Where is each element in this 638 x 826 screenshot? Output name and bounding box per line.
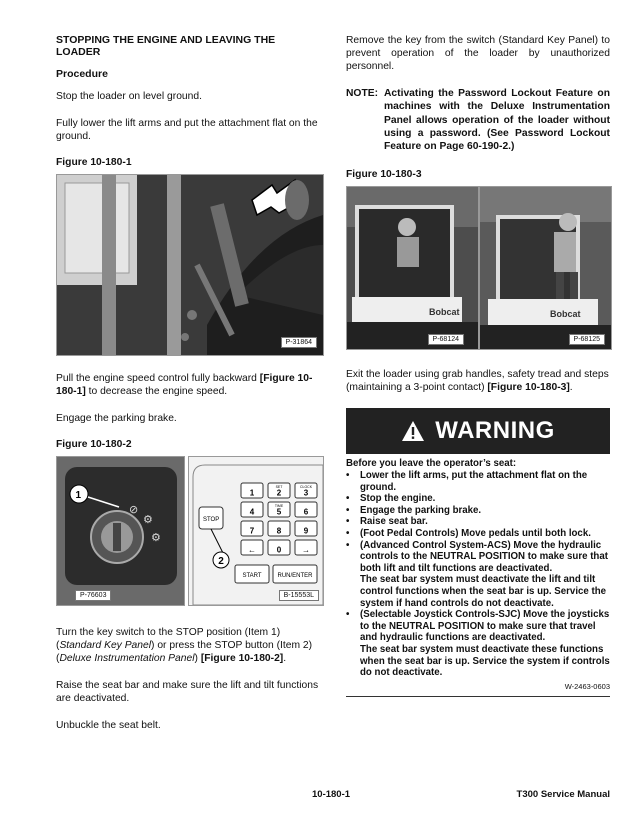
svg-text:⚙: ⚙: [143, 513, 153, 526]
section-heading: STOPPING THE ENGINE AND LEAVING THE LOADER: [56, 34, 276, 58]
step-key-text-3: ) or press the STOP button (Item 2) (: [56, 640, 313, 664]
keypad-key-label: 0: [276, 545, 282, 555]
figure-1-label: Figure 10-180-1: [56, 157, 132, 168]
stop-button-label: STOP: [203, 517, 220, 523]
operator-in-cab-illustration: [347, 187, 478, 349]
svg-text:⊘: ⊘: [129, 503, 139, 516]
note-block: [346, 87, 610, 153]
warning-title: WARNING: [435, 417, 555, 445]
figure-3-code-right: P-68125: [569, 334, 605, 345]
right-column: [346, 34, 610, 697]
keypad-key-label: 3: [303, 488, 309, 498]
figure-3-code-left: P-68124: [428, 334, 464, 345]
keypad-key-label: →: [302, 545, 310, 555]
step-unbuckle: Unbuckle the seat belt.: [56, 720, 161, 731]
warning-item: • Stop the engine.: [346, 493, 610, 505]
warning-banner: [346, 408, 610, 454]
exit-photo-right: [479, 186, 612, 350]
run-enter-button-label: RUN/ENTER: [277, 573, 313, 579]
keypad-key-label: 6: [303, 507, 309, 517]
figure-2-code-left: P-76603: [75, 590, 111, 601]
step-lower-arms: Fully lower the lift arms and put the attachment flat on the ground.: [56, 118, 318, 142]
keypad-illustration: [189, 457, 323, 605]
svg-text:Bobcat: Bobcat: [429, 307, 460, 318]
step-key-switch: [56, 626, 322, 665]
keypad-key-label: 4: [249, 507, 255, 517]
step-exit-text: Exit the loader using grab handles, safety tread and steps (maintaining a 3-point contact): [346, 369, 609, 394]
svg-text:Bobcat: Bobcat: [550, 309, 581, 320]
note-text: Activating the Password Lockout Feature on machines with the Deluxe Instrumentation Panel allows operation of the loader without using a password. (See Password Lockout Feature on Page 60-190-2.): [384, 88, 610, 153]
deluxe-panel-diagram: [188, 456, 324, 606]
svg-text:⚙: ⚙: [151, 531, 161, 544]
figure-2-code-right: B-15553L: [279, 590, 319, 601]
key-panel-photo: [56, 456, 185, 606]
left-column: [56, 34, 322, 746]
keypad-key-sublabel: SET: [275, 485, 283, 489]
warning-item: • (Foot Pedal Controls) Move pedals until both lock.: [346, 528, 610, 540]
keypad-key-label: 2: [276, 488, 282, 498]
figure-1-ref: [Figure 10-180-1]: [56, 373, 313, 397]
warning-item: • (Advanced Control System-ACS) Move the hydraulic controls to the NEUTRAL POSITION to make sure that both lift and tilt functions are deactivated.: [346, 540, 610, 575]
exit-photo-left: [346, 186, 479, 350]
warning-item: • Lower the lift arms, put the attachment flat on the ground.: [346, 470, 610, 493]
figure-3-label: Figure 10-180-3: [346, 169, 422, 181]
figure-2-label: Figure 10-180-2: [56, 439, 132, 450]
step-raise-seat-bar: Raise the seat bar and make sure the lift and tilt functions are deactivated.: [56, 680, 319, 704]
step-key-text-5: ): [194, 653, 201, 664]
figure-2-image: [56, 456, 322, 606]
step-exit-tail: .: [569, 382, 573, 394]
warning-item: • Engage the parking brake.: [346, 505, 610, 517]
warning-triangle-icon: [401, 420, 425, 442]
step-key-text-1: Turn the key switch to the STOP position (Item 1) (: [56, 627, 281, 651]
keypad-key-label: ←: [248, 545, 256, 555]
keypad-key-label: 7: [249, 526, 255, 536]
figure-3-image: [346, 186, 610, 350]
start-button-label: START: [242, 573, 262, 579]
keypad-key-sublabel: CLOCK: [299, 485, 313, 489]
step-engine-speed-text: Pull the engine speed control fully backward: [56, 373, 260, 384]
warning-item: • (Selectable Joystick Controls-SJC) Move the joysticks to the NEUTRAL POSITION to make sure that travel and hydraulic functions are deactivated.: [346, 609, 610, 644]
step-engine-speed-tail: to decrease the engine speed.: [85, 386, 228, 397]
step-parking-brake: Engage the parking brake.: [56, 413, 177, 424]
callout-2: 2: [218, 556, 224, 567]
warning-list-2: [346, 609, 610, 644]
warning-item: • Raise seat bar.: [346, 516, 610, 528]
step-engine-speed: [56, 372, 322, 398]
figure-1-code: P-31864: [281, 337, 317, 348]
note-label: NOTE:: [346, 88, 379, 99]
warning-list: [346, 470, 610, 574]
engine-speed-control-illustration: [57, 175, 323, 355]
figure-2-ref: [Figure 10-180-2]: [200, 653, 284, 664]
step-stop-level: Stop the loader on level ground.: [56, 91, 202, 102]
keypad-key-label: 9: [303, 526, 309, 536]
step-remove-key: Remove the key from the switch (Standard Key Panel) to prevent operation of the loader by unauthorized personnel.: [346, 35, 610, 72]
keypad-key-sublabel: TIME: [274, 504, 284, 508]
procedure-heading: Procedure: [56, 68, 108, 80]
keypad-key-label: 5: [276, 507, 282, 517]
key-switch-illustration: [57, 457, 184, 605]
figure-3-ref: [Figure 10-180-3]: [487, 382, 570, 394]
operator-exiting-illustration: [480, 187, 611, 349]
page-number: 10-180-1: [312, 789, 351, 800]
figure-1-image: [56, 174, 324, 356]
step-key-text-6: .: [283, 653, 287, 664]
callout-1: 1: [75, 490, 82, 501]
warning-code: W-2463-0603: [346, 681, 610, 698]
keypad-key-label: 8: [276, 526, 282, 536]
step-exit-loader: [346, 368, 610, 394]
warning-body: [346, 454, 610, 697]
step-key-text-4: Deluxe Instrumentation Panel: [59, 653, 195, 664]
step-key-text-2: Standard Key Panel: [59, 640, 152, 651]
keypad-key-label: 1: [249, 488, 255, 498]
warning-subnote-1: The seat bar system must deactivate the lift and tilt control functions when the seat bar is up. Service the system if hand controls do not deactivate.: [360, 574, 607, 609]
warning-intro: Before you leave the operator’s seat:: [346, 458, 517, 470]
warning-subnote-2: The seat bar system must deactivate these functions when the seat bar is up. Service the system if controls do not deactivate.: [360, 643, 610, 679]
manual-title: T300 Service Manual: [516, 789, 610, 800]
